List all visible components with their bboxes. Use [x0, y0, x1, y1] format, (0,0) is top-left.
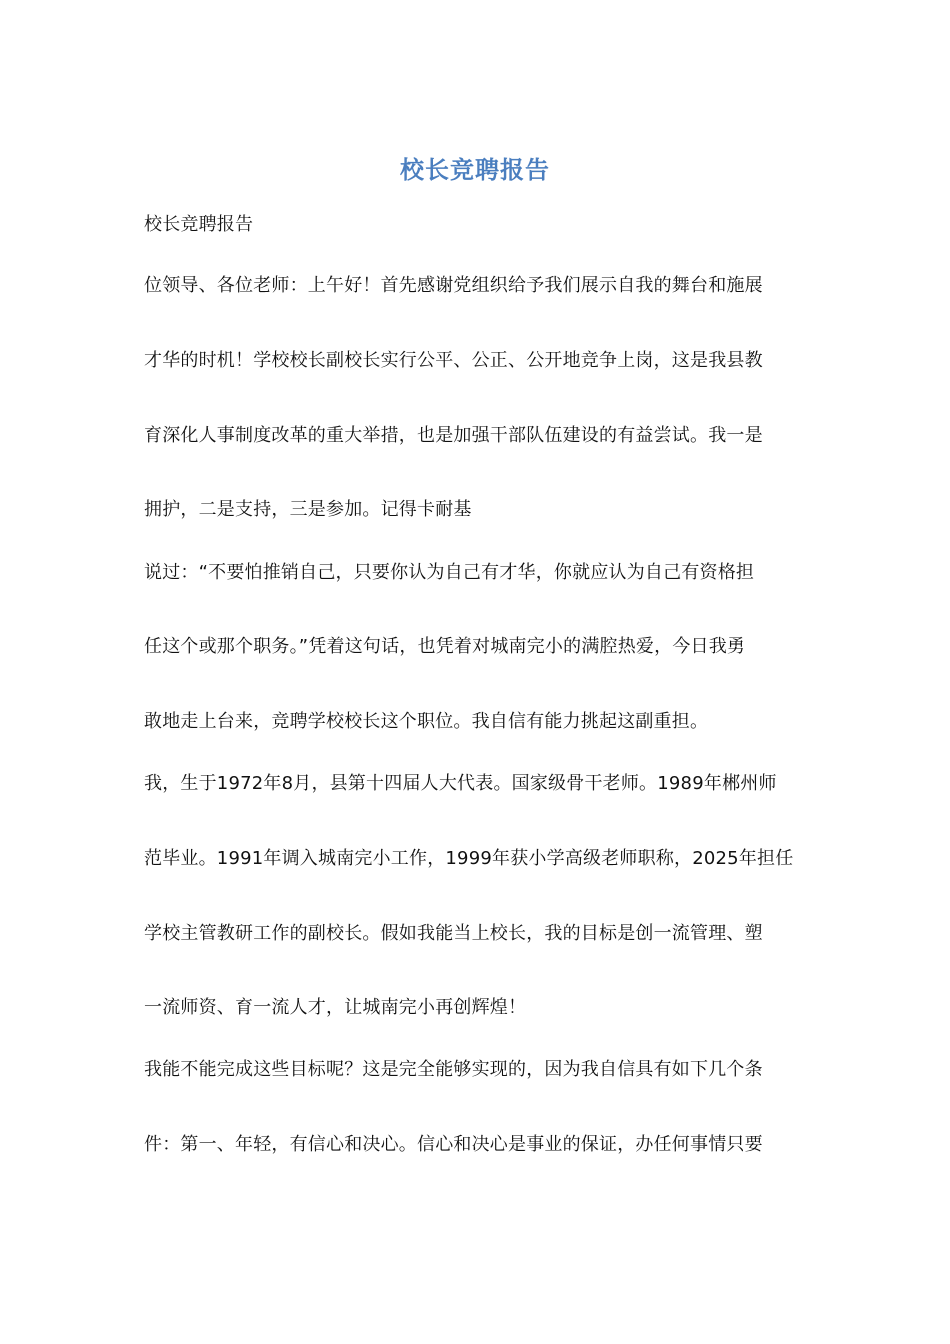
- body-line: 说过：“不要怕推销自己，只要你认为自己有才华，你就应认为自己有资格担: [144, 562, 755, 583]
- body-line: 敢地走上台来，竞聘学校校长这个职位。我自信有能力挑起这副重担。: [144, 711, 709, 732]
- body-line: 件：第一、年轻，有信心和决心。信心和决心是事业的保证，办任何事情只要: [144, 1134, 763, 1155]
- body-line: 拥护，二是支持，三是参加。记得卡耐基: [144, 499, 472, 520]
- body-line: 我，生于1972年8月，县第十四届人大代表。国家级骨干老师。1989年郴州师: [144, 773, 777, 794]
- document-title: 校长竞聘报告: [400, 155, 550, 184]
- body-line: 范毕业。1991年调入城南完小工作，1999年获小学高级老师职称，2025年担任: [144, 848, 794, 869]
- body-line: 位领导、各位老师：上午好！首先感谢党组织给予我们展示自我的舞台和施展: [144, 275, 763, 296]
- body-line: 校长竞聘报告: [144, 214, 254, 235]
- body-line: 任这个或那个职务。”凭着这句话，也凭着对城南完小的满腔热爱，今日我勇: [144, 636, 746, 657]
- body-line: 我能不能完成这些目标呢？这是完全能够实现的，因为我自信具有如下几个条: [144, 1059, 763, 1080]
- body-line: 育深化人事制度改革的重大举措，也是加强干部队伍建设的有益尝试。我一是: [144, 425, 763, 446]
- body-line: 才华的时机！学校校长副校长实行公平、公正、公开地竞争上岗，这是我县教: [144, 350, 763, 371]
- body-line: 学校主管教研工作的副校长。假如我能当上校长，我的目标是创一流管理、塑: [144, 923, 763, 944]
- body-line: 一流师资、育一流人才，让城南完小再创辉煌！: [144, 997, 527, 1018]
